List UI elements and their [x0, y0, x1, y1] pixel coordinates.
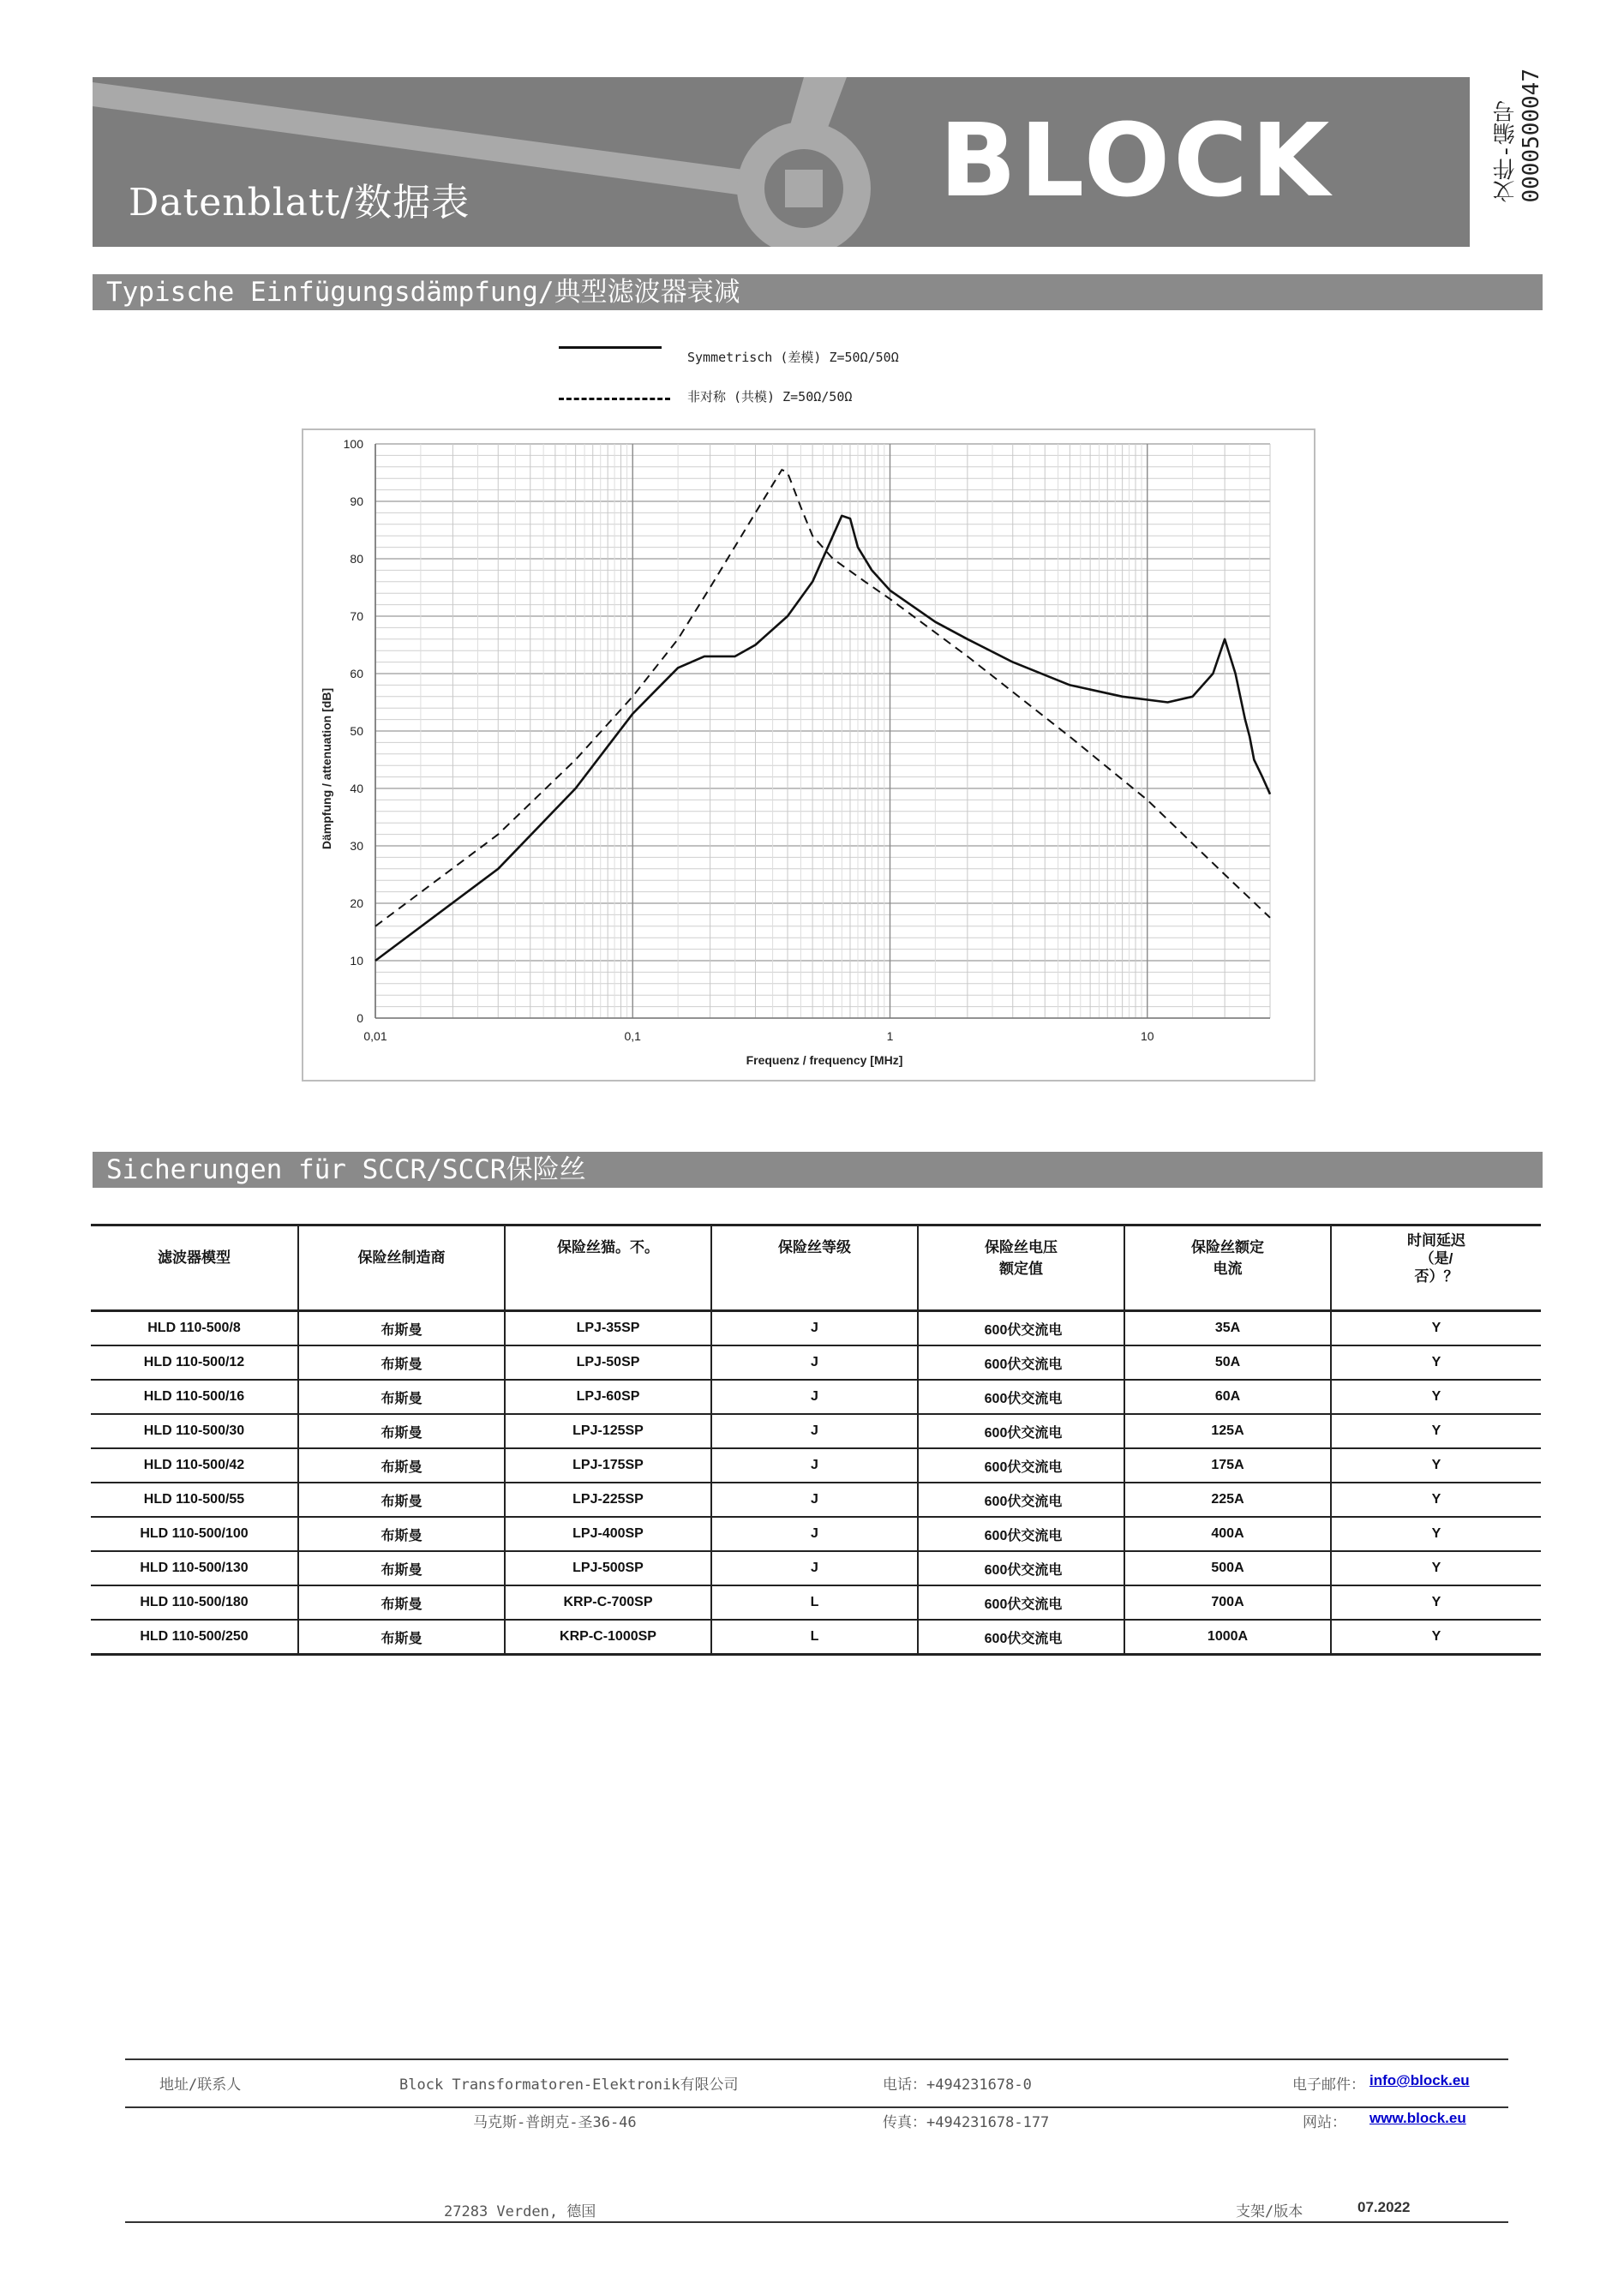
- cell-filter-model: HLD 110-500/250: [91, 1620, 298, 1655]
- cell-time-delay: Y: [1331, 1585, 1541, 1620]
- cell-fuse-current: 225A: [1124, 1483, 1331, 1517]
- cell-fuse-current: 35A: [1124, 1311, 1331, 1346]
- cell-time-delay: Y: [1331, 1414, 1541, 1448]
- cell-fuse-cat-no: LPJ-125SP: [505, 1414, 711, 1448]
- footer-bottom-divider: [125, 2221, 1508, 2223]
- cell-fuse-current: 1000A: [1124, 1620, 1331, 1655]
- cell-fuse-class: J: [711, 1311, 918, 1346]
- table-row: [91, 1448, 1541, 1483]
- cell-fuse-class: J: [711, 1380, 918, 1414]
- cell-filter-model: HLD 110-500/12: [91, 1345, 298, 1380]
- cell-fuse-cat-no: LPJ-50SP: [505, 1345, 711, 1380]
- cell-fuse-cat-no: KRP-C-1000SP: [505, 1620, 711, 1655]
- cell-fuse-current: 700A: [1124, 1585, 1331, 1620]
- cell-filter-model: HLD 110-500/16: [91, 1380, 298, 1414]
- cell-fuse-manufacturer: 布斯曼: [298, 1380, 505, 1414]
- footer-mid-divider: [125, 2106, 1508, 2108]
- cell-fuse-manufacturer: 布斯曼: [298, 1517, 505, 1551]
- cell-fuse-current: 400A: [1124, 1517, 1331, 1551]
- cell-fuse-manufacturer: 布斯曼: [298, 1620, 505, 1655]
- cell-filter-model: HLD 110-500/42: [91, 1448, 298, 1483]
- fuse-table-header-row: [91, 1225, 1541, 1311]
- table-row: [91, 1483, 1541, 1517]
- cell-time-delay: Y: [1331, 1448, 1541, 1483]
- chart-y-axis-label: Dämpfung / attenuation [dB]: [320, 687, 333, 850]
- cell-fuse-current: 500A: [1124, 1551, 1331, 1585]
- cell-fuse-current: 125A: [1124, 1414, 1331, 1448]
- footer-version-label: 支架/版本: [1236, 2203, 1303, 2220]
- y-tick-label: 30: [350, 839, 363, 853]
- header-banner: [93, 77, 1470, 247]
- footer-email-label: 电子邮件：: [1292, 2076, 1365, 2094]
- x-tick-label: 1: [886, 1029, 894, 1043]
- cell-fuse-cat-no: LPJ-175SP: [505, 1448, 711, 1483]
- cell-fuse-voltage: 600伏交流电: [918, 1380, 1124, 1414]
- y-tick-label: 10: [350, 954, 363, 968]
- cell-fuse-voltage: 600伏交流电: [918, 1483, 1124, 1517]
- cell-filter-model: HLD 110-500/30: [91, 1414, 298, 1448]
- cell-fuse-class: L: [711, 1620, 918, 1655]
- y-tick-label: 70: [350, 609, 363, 623]
- x-tick-label: 10: [1140, 1029, 1154, 1043]
- table-row: [91, 1414, 1541, 1448]
- document-number-value: 0000500047: [1519, 69, 1544, 203]
- footer-fax: 传真：+494231678-177: [883, 2114, 1050, 2131]
- footer-company: Block Transformatoren-Elektronik有限公司: [399, 2076, 739, 2094]
- y-tick-label: 20: [350, 896, 363, 910]
- cell-fuse-voltage: 600伏交流电: [918, 1620, 1124, 1655]
- page-title: Datenblatt/数据表: [129, 181, 470, 225]
- cell-fuse-cat-no: LPJ-60SP: [505, 1380, 711, 1414]
- cell-fuse-class: J: [711, 1414, 918, 1448]
- cell-fuse-class: J: [711, 1345, 918, 1380]
- cell-fuse-cat-no: LPJ-500SP: [505, 1551, 711, 1585]
- header-filter-model: 滤波器模型: [91, 1225, 298, 1311]
- cell-fuse-cat-no: LPJ-35SP: [505, 1311, 711, 1346]
- cell-filter-model: HLD 110-500/55: [91, 1483, 298, 1517]
- cell-fuse-manufacturer: 布斯曼: [298, 1311, 505, 1346]
- cell-fuse-current: 175A: [1124, 1448, 1331, 1483]
- footer-street: 马克斯-普朗克-圣36-46: [473, 2114, 637, 2131]
- cell-fuse-current: 50A: [1124, 1345, 1331, 1380]
- cell-fuse-manufacturer: 布斯曼: [298, 1483, 505, 1517]
- section-fuses-title: Sicherungen für SCCR/SCCR保险丝: [93, 1152, 1543, 1188]
- fuse-table: [91, 1224, 1541, 1656]
- y-tick-label: 80: [350, 552, 363, 566]
- header-fuse-class: 保险丝等级: [711, 1225, 918, 1311]
- cell-filter-model: HLD 110-500/130: [91, 1551, 298, 1585]
- table-row: [91, 1380, 1541, 1414]
- cell-fuse-manufacturer: 布斯曼: [298, 1551, 505, 1585]
- cell-fuse-manufacturer: 布斯曼: [298, 1414, 505, 1448]
- cell-fuse-class: J: [711, 1483, 918, 1517]
- cell-fuse-manufacturer: 布斯曼: [298, 1345, 505, 1380]
- cell-fuse-manufacturer: 布斯曼: [298, 1448, 505, 1483]
- cell-fuse-voltage: 600伏交流电: [918, 1345, 1124, 1380]
- y-tick-label: 60: [350, 667, 363, 680]
- cell-fuse-class: J: [711, 1448, 918, 1483]
- cell-fuse-voltage: 600伏交流电: [918, 1414, 1124, 1448]
- cell-time-delay: Y: [1331, 1345, 1541, 1380]
- cell-fuse-cat-no: LPJ-400SP: [505, 1517, 711, 1551]
- cell-fuse-class: J: [711, 1551, 918, 1585]
- footer-address-label: 地址/联系人: [159, 2076, 242, 2094]
- y-tick-label: 0: [357, 1011, 363, 1025]
- table-row: [91, 1551, 1541, 1585]
- footer-version: 07.2022: [1357, 2199, 1411, 2215]
- table-row: [91, 1620, 1541, 1655]
- footer-web-link[interactable]: www.block.eu: [1369, 2110, 1466, 2126]
- table-row: [91, 1517, 1541, 1551]
- cell-fuse-current: 60A: [1124, 1380, 1331, 1414]
- cell-filter-model: HLD 110-500/8: [91, 1311, 298, 1346]
- footer-city: 27283 Verden, 德国: [444, 2203, 596, 2220]
- y-tick-label: 90: [350, 494, 363, 508]
- cell-fuse-voltage: 600伏交流电: [918, 1311, 1124, 1346]
- cell-fuse-cat-no: LPJ-225SP: [505, 1483, 711, 1517]
- table-row: [91, 1311, 1541, 1346]
- footer-phone: 电话：+494231678-0: [883, 2076, 1032, 2094]
- chart-x-axis-label: Frequenz / frequency [MHz]: [746, 1053, 903, 1067]
- header-fuse-voltage: 保险丝电压 额定值: [918, 1225, 1124, 1311]
- cell-fuse-voltage: 600伏交流电: [918, 1448, 1124, 1483]
- brand-logo: BLOCK: [939, 101, 1333, 219]
- footer-top-divider: [125, 2058, 1508, 2060]
- footer-web-label: 网站：: [1303, 2114, 1346, 2131]
- footer-email-link[interactable]: info@block.eu: [1369, 2072, 1470, 2088]
- y-tick-label: 40: [350, 782, 363, 795]
- cell-time-delay: Y: [1331, 1311, 1541, 1346]
- cell-fuse-class: J: [711, 1517, 918, 1551]
- document-number: [1488, 69, 1548, 214]
- cell-time-delay: Y: [1331, 1620, 1541, 1655]
- cell-fuse-voltage: 600伏交流电: [918, 1517, 1124, 1551]
- document-number-label: 文件-编号: [1493, 99, 1519, 203]
- cell-filter-model: HLD 110-500/180: [91, 1585, 298, 1620]
- cell-time-delay: Y: [1331, 1483, 1541, 1517]
- table-row: [91, 1345, 1541, 1380]
- y-tick-label: 100: [343, 437, 363, 451]
- header-fuse-manufacturer: 保险丝制造商: [298, 1225, 505, 1311]
- cell-fuse-voltage: 600伏交流电: [918, 1551, 1124, 1585]
- cell-filter-model: HLD 110-500/100: [91, 1517, 298, 1551]
- legend-dashed-label: 非对称 (共模) Z=50Ω/50Ω: [687, 389, 853, 404]
- legend-solid-line: [559, 346, 662, 349]
- legend-solid-label: Symmetrisch (差模) Z=50Ω/50Ω: [687, 350, 899, 365]
- attenuation-chart-svg: [303, 430, 1314, 1080]
- cell-time-delay: Y: [1331, 1517, 1541, 1551]
- header-time-delay: 时间延迟 （是/ 否）？: [1331, 1225, 1541, 1311]
- cell-time-delay: Y: [1331, 1551, 1541, 1585]
- x-tick-label: 0,01: [363, 1029, 387, 1043]
- cell-fuse-voltage: 600伏交流电: [918, 1585, 1124, 1620]
- y-tick-label: 50: [350, 724, 363, 738]
- section-attenuation-title: Typische Einfügungsdämpfung/典型滤波器衰减: [93, 274, 1543, 310]
- cell-fuse-cat-no: KRP-C-700SP: [505, 1585, 711, 1620]
- cell-fuse-manufacturer: 布斯曼: [298, 1585, 505, 1620]
- header-fuse-cat-no: 保险丝猫。不。: [505, 1225, 711, 1311]
- x-tick-label: 0,1: [624, 1029, 641, 1043]
- table-row: [91, 1585, 1541, 1620]
- header-fuse-current: 保险丝额定 电流: [1124, 1225, 1331, 1311]
- cell-time-delay: Y: [1331, 1380, 1541, 1414]
- attenuation-chart: [302, 428, 1315, 1082]
- legend-dashed-line: [559, 398, 670, 400]
- cell-fuse-class: L: [711, 1585, 918, 1620]
